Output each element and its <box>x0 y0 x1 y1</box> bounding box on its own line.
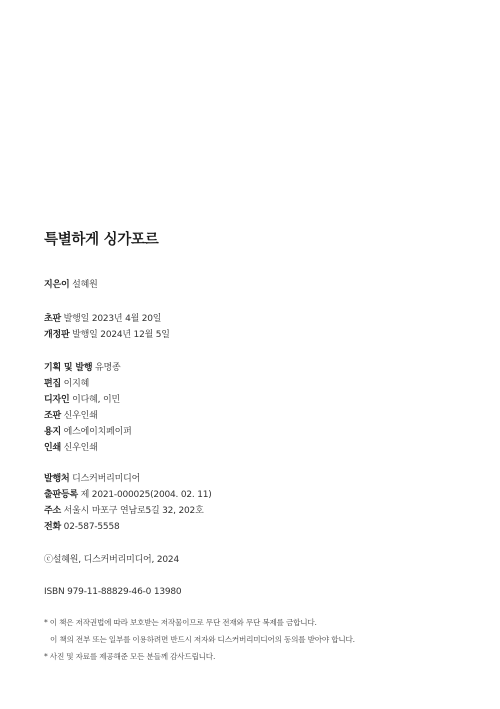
credit-value: 유명종 <box>95 363 121 373</box>
credit-label: 디자인 <box>44 395 70 405</box>
edition-line-revised <box>44 329 170 341</box>
credit-value: 에스에이치페이퍼 <box>63 427 132 437</box>
publisher-value: 디스커버리미디어 <box>72 474 141 484</box>
author-value: 설혜원 <box>72 280 98 290</box>
publisher-line-phone <box>44 521 120 533</box>
author-label: 지은이 <box>44 280 70 290</box>
credit-label: 편집 <box>44 379 61 389</box>
credit-line-design <box>44 394 120 406</box>
isbn-line: ISBN 979-11-88829-46-0 13980 <box>44 587 182 597</box>
book-title: 특별하게 싱가포르 <box>44 232 159 248</box>
edition-label: 개정판 <box>44 330 70 340</box>
publisher-label: 발행처 <box>44 474 70 484</box>
edition-value: 발행일 2023년 4월 20일 <box>63 314 162 324</box>
credit-value: 신우인쇄 <box>63 411 98 421</box>
publisher-line-address <box>44 505 204 517</box>
copyright-line: ⓒ설혜원, 디스커버리미디어, 2024 <box>44 555 179 565</box>
credit-line-paper <box>44 426 132 438</box>
copyright-notice-continued: 이 책의 전부 또는 일부를 이용하려면 반드시 저자와 디스커버리미디어의 동의를 받아야 합니다. <box>50 635 355 644</box>
edition-label: 초판 <box>44 314 61 324</box>
publisher-value: 제 2021-000025(2004. 02. 11) <box>80 490 212 500</box>
credit-label: 인쇄 <box>44 443 61 453</box>
credit-line-planning <box>44 362 121 374</box>
author-line <box>44 279 98 291</box>
publisher-value: 02-587-5558 <box>63 522 120 532</box>
publisher-line-registration <box>44 489 212 501</box>
publisher-label: 전화 <box>44 522 61 532</box>
publisher-label: 주소 <box>44 506 61 516</box>
edition-value: 발행일 2024년 12월 5일 <box>72 330 170 340</box>
publisher-label: 출판등록 <box>44 490 78 500</box>
acknowledgement-note: * 사진 및 자료를 제공해준 모든 분들께 감사드립니다. <box>44 652 216 661</box>
credit-line-typesetting <box>44 410 98 422</box>
copyright-notice: * 이 책은 저작권법에 따라 보호받는 저작물이므로 무단 전재와 무단 복제를 금합니다. <box>44 618 317 627</box>
credit-value: 신우인쇄 <box>63 443 98 453</box>
credit-line-printing <box>44 442 98 454</box>
edition-line-first <box>44 313 161 325</box>
credit-line-editing <box>44 378 89 390</box>
publisher-value: 서울시 마포구 연남로5길 32, 202호 <box>63 506 204 516</box>
publisher-line-name <box>44 473 140 485</box>
credit-label: 용지 <box>44 427 61 437</box>
credit-value: 이지혜 <box>63 379 90 389</box>
credit-label: 기획 및 발행 <box>44 363 93 373</box>
credit-value: 이다혜, 이민 <box>72 395 120 405</box>
credit-label: 조판 <box>44 411 61 421</box>
